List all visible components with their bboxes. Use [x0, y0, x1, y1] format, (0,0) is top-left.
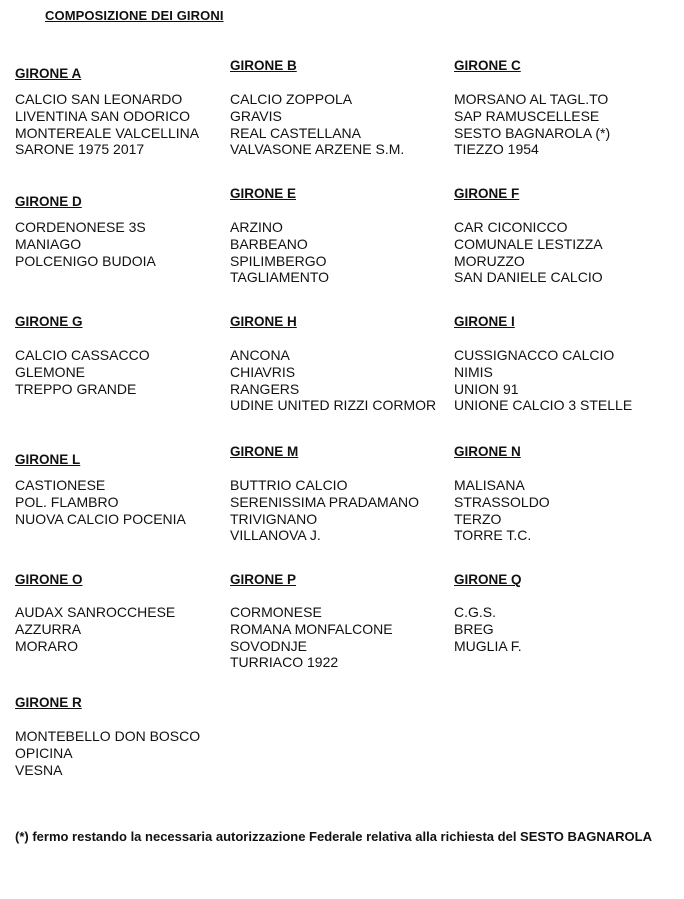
group-o	[15, 572, 175, 654]
group-title: GIRONE F	[454, 186, 520, 201]
team-list	[15, 477, 186, 527]
team-item: SAN DANIELE CALCIO	[454, 269, 603, 286]
team-item: SERENISSIMA PRADAMANO	[230, 493, 420, 510]
team-list	[15, 219, 156, 269]
team-item: UNION 91	[454, 380, 519, 397]
team-item: SPILIMBERGO	[230, 252, 327, 269]
team-item: ROMANA MONFALCONE	[230, 620, 393, 637]
team-list	[15, 91, 199, 158]
group-title: GIRONE C	[454, 58, 521, 73]
team-item: BREG	[454, 620, 494, 637]
group-g	[15, 314, 150, 397]
group-l	[15, 452, 186, 527]
team-list	[454, 604, 522, 654]
team-item: TURRIACO 1922	[230, 654, 339, 671]
team-item: AUDAX SANROCCHESE	[15, 604, 176, 620]
document-title: COMPOSIZIONE DEI GIRONI	[45, 8, 224, 23]
group-p	[230, 572, 393, 671]
team-item: TREPPO GRANDE	[15, 380, 137, 397]
team-item: CHIAVRIS	[230, 363, 296, 380]
team-item: VILLANOVA J.	[230, 527, 321, 544]
team-item: NUOVA CALCIO POCENIA	[15, 510, 186, 527]
team-item: ANCONA	[230, 347, 290, 363]
team-list	[454, 347, 632, 414]
team-item: MONTEBELLO DON BOSCO	[15, 728, 201, 744]
team-item: TAGLIAMENTO	[230, 269, 330, 286]
team-list	[230, 347, 436, 414]
group-title: GIRONE G	[15, 314, 83, 329]
team-item: MORARO	[15, 637, 78, 654]
footnote: (*) fermo restando la necessaria autorizzazione Federale relativa alla richiesta del SESTO BAGNAROLA	[15, 829, 652, 844]
group-f	[454, 186, 603, 286]
team-list	[454, 477, 550, 544]
team-item: TERZO	[454, 510, 502, 527]
team-item: OPICINA	[15, 744, 73, 761]
team-item: SAP RAMUSCELLESE	[454, 107, 600, 124]
team-list	[15, 728, 200, 778]
team-item: MUGLIA F.	[454, 637, 522, 654]
group-c	[454, 58, 610, 158]
team-item: MANIAGO	[15, 235, 82, 252]
team-item: COMUNALE LESTIZZA	[454, 235, 603, 252]
group-title: GIRONE M	[230, 444, 299, 459]
team-item: UNIONE CALCIO 3 STELLE	[454, 397, 633, 414]
team-item: SARONE 1975 2017	[15, 141, 145, 158]
team-item: CUSSIGNACCO CALCIO	[454, 347, 615, 363]
group-b	[230, 58, 404, 158]
team-item: GLEMONE	[15, 363, 86, 380]
team-list	[454, 219, 603, 286]
team-list	[230, 477, 419, 544]
group-e	[230, 186, 329, 286]
team-item: MORSANO AL TAGL.TO	[454, 91, 609, 107]
team-list	[230, 219, 329, 286]
team-item: CALCIO ZOPPOLA	[230, 91, 353, 107]
group-a	[15, 66, 199, 158]
team-list	[15, 347, 150, 397]
group-title: GIRONE N	[454, 444, 521, 459]
team-item: BUTTRIO CALCIO	[230, 477, 348, 493]
group-q	[454, 572, 522, 654]
group-r	[15, 695, 200, 778]
group-h	[230, 314, 436, 414]
team-item: REAL CASTELLANA	[230, 124, 361, 141]
team-item: SESTO BAGNAROLA (*)	[454, 124, 611, 141]
group-title: GIRONE O	[15, 572, 83, 587]
group-title: GIRONE A	[15, 66, 82, 81]
team-item: TRIVIGNANO	[230, 510, 318, 527]
team-item: AZZURRA	[15, 620, 82, 637]
team-list	[230, 91, 404, 158]
team-item: TIEZZO 1954	[454, 141, 539, 158]
team-item: RANGERS	[230, 380, 300, 397]
team-item: STRASSOLDO	[454, 493, 550, 510]
team-item: LIVENTINA SAN ODORICO	[15, 107, 191, 124]
group-i	[454, 314, 632, 414]
team-item: TORRE T.C.	[454, 527, 532, 544]
team-item: UDINE UNITED RIZZI CORMOR	[230, 397, 437, 414]
group-title: GIRONE B	[230, 58, 297, 73]
team-item: MALISANA	[454, 477, 525, 493]
team-list	[15, 604, 175, 654]
team-item: ARZINO	[230, 219, 283, 235]
team-item: NIMIS	[454, 363, 493, 380]
group-title: GIRONE H	[230, 314, 297, 329]
group-title: GIRONE P	[230, 572, 297, 587]
team-item: MONTEREALE VALCELLINA	[15, 124, 200, 141]
team-item: GRAVIS	[230, 107, 282, 124]
team-item: C.G.S.	[454, 604, 497, 620]
group-m	[230, 444, 419, 544]
team-list	[230, 604, 393, 671]
team-item: CORDENONESE 3S	[15, 219, 146, 235]
team-item: SOVODNJE	[230, 637, 308, 654]
group-d	[15, 194, 156, 269]
team-item: POLCENIGO BUDOIA	[15, 252, 156, 269]
group-title: GIRONE D	[15, 194, 82, 209]
group-title: GIRONE I	[454, 314, 515, 329]
group-title: GIRONE R	[15, 695, 82, 710]
team-item: CALCIO CASSACCO	[15, 347, 150, 363]
team-item: BARBEANO	[230, 235, 308, 252]
team-item: POL. FLAMBRO	[15, 493, 119, 510]
group-n	[454, 444, 550, 544]
team-item: CAR CICONICCO	[454, 219, 568, 235]
group-title: GIRONE L	[15, 452, 81, 467]
team-item: CALCIO SAN LEONARDO	[15, 91, 183, 107]
team-item: MORUZZO	[454, 252, 525, 269]
team-item: VALVASONE ARZENE S.M.	[230, 141, 405, 158]
team-item: CORMONESE	[230, 604, 322, 620]
group-title: GIRONE E	[230, 186, 297, 201]
team-item: CASTIONESE	[15, 477, 106, 493]
group-title: GIRONE Q	[454, 572, 522, 587]
team-item: VESNA	[15, 761, 63, 778]
team-list	[454, 91, 610, 158]
